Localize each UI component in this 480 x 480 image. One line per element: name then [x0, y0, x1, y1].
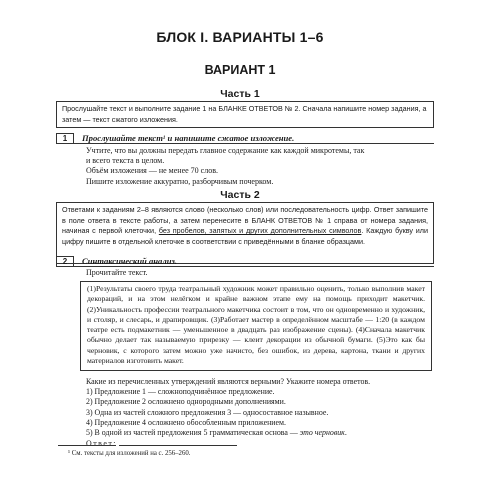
part2-instruction-box [56, 202, 434, 264]
task-1-number: 1 [56, 133, 74, 144]
block-title: БЛОК I. ВАРИАНТЫ 1–6 [156, 29, 324, 45]
option-item: 2) Предложение 2 осложнено однородными дополнениями. [86, 397, 286, 407]
task-1-line: Объём изложения — не менее 70 слов. [86, 166, 218, 176]
task-1-body [86, 146, 426, 187]
task-1-line: Пишите изложение аккуратно, разборчивым почерком. [86, 176, 274, 186]
part1-instruction-box: Прослушайте текст и выполните задание 1 на БЛАНКЕ ОТВЕТОВ № 2. Сначала напишите номер задания, а затем — текст сжатого изложения. [56, 101, 434, 128]
task-1-line: Учтите, что вы должны передать главное содержание как каждой микротемы, так [86, 146, 365, 155]
task-2-read-text: Прочитайте текст. [86, 268, 148, 277]
task-1-line: и всего текста в целом. [86, 156, 165, 166]
task-1-title [82, 133, 294, 144]
task-1-title-b: и напишите сжатое изложение. [165, 133, 295, 143]
answer-row [86, 438, 432, 449]
footnote-ref: 1 [162, 136, 166, 141]
task-2-passage: (1)Результаты своего труда театральный художник может правильно оценить, только выполнив макет декораций, и на этом нелёгком и крайне важном этапе ему на помощь приходит макетчик. (2)Уникальность профессии театрального макетчика состоит в том, что он одновременно и художник, и столяр, и слесарь, и драпировщик. (3)Работает мастер в определённом масштабе — 1:20 (в каждом театре есть подмакетник — уменьшенное в двадцать раз изображение сцены). (4)Сначала макетчик обычно делает так называемую прирезку — клеит декорации из обычной бумаги. (5)Это как бы черновик, с которого затем можно уже начисто, без ошибок, из дерева, картона, ткани и других материалов изготовить макет. [80, 281, 432, 371]
footnote: ¹ См. тексты для изложений на с. 256–260. [68, 450, 191, 457]
footnote-rule [58, 445, 116, 446]
option-item: 3) Одна из частей сложного предложения 3 — односоставное назывное. [86, 407, 329, 417]
variant-title: ВАРИАНТ 1 [204, 63, 276, 77]
option-item: 1) Предложение 1 — сложноподчинённое предложение. [86, 387, 275, 397]
option-item [86, 428, 432, 438]
task-2-title: Синтаксический анализ. [82, 256, 178, 266]
part2-instruction-a: Ответами к заданиям 2–8 являются слово (несколько слов) или последовательность цифр. Ответ запишите в поле ответа в тексте работы, а затем перенесите в БЛАНК ОТВЕТОВ № 1 справа от номера задания, начиная с первой клеточки, [62, 205, 428, 235]
part2-instruction-b: . Каждую букву или цифру пишите в отдельной клеточке в соответствии с приведёнными в бланке образцами. [62, 226, 428, 246]
document-page [42, 0, 438, 480]
part2-heading: Часть 2 [220, 189, 260, 201]
part2-instruction-underlined: без пробелов, запятых и других дополнительных символов [158, 226, 362, 235]
task-2-question: Какие из перечисленных утверждений являются верными? Укажите номера ответов. [86, 377, 371, 386]
answer-label: Ответ: [86, 439, 117, 449]
option-5-b: . [344, 428, 347, 438]
task-2-question-block [86, 377, 432, 449]
option-5-italic: это черновик [299, 428, 345, 438]
option-5-a: 5) В одной из частей предложения 5 грамматическая основа — [86, 428, 300, 438]
part1-heading: Часть 1 [220, 88, 260, 100]
option-item: 4) Предложение 4 осложнено обособленным приложением. [86, 417, 286, 427]
task-1-title-a: Прослушайте текст [82, 133, 163, 143]
answer-line[interactable] [119, 438, 237, 446]
task-2-number: 2 [56, 256, 74, 267]
